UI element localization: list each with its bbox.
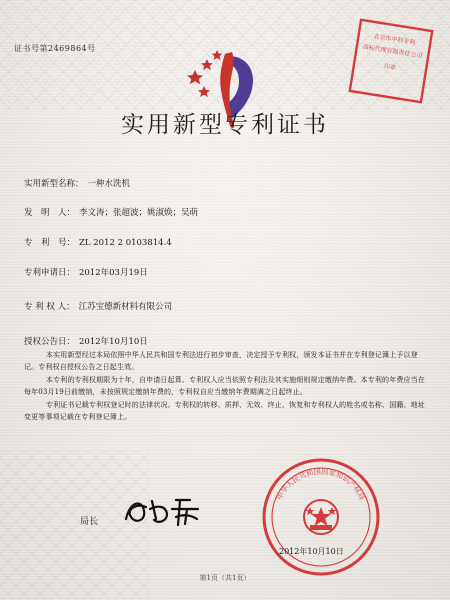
director-label: 局长	[80, 517, 99, 527]
official-seal	[258, 454, 384, 580]
filing-date-label: 专利申请日：	[24, 268, 76, 278]
grant-date-row	[24, 337, 148, 347]
inventors: 李文涛；张超波；姚淑焕；吴萌	[79, 208, 199, 218]
utility-model-name: 一种水洗机	[87, 179, 131, 189]
patent-number-label: 专 利 号：	[24, 238, 76, 248]
svg-text:商标代理有限责任公司: 商标代理有限责任公司	[362, 43, 423, 60]
patent-number: ZL 2012 2 0103814.4	[79, 238, 172, 248]
body-paragraph-2: 本专利的专利权期限为十年，自申请日起算。专利权人应当依照专利法及其实施细则规定缴纳年费。本专利的年费应当在每年03月19日前缴纳，未按照规定缴纳年费的，专利权自应当缴纳年费期满之日起终止。	[24, 376, 425, 396]
patent-owner-label: 专 利 权 人：	[24, 302, 75, 312]
certificate-body	[24, 350, 429, 425]
patent-owner: 江苏宝德新材料有限公司	[78, 302, 173, 312]
svg-text:印章: 印章	[383, 63, 397, 72]
filing-date: 2012年03月19日	[79, 268, 148, 278]
inventors-row	[24, 208, 198, 218]
certificate-number: 证书号第2469864号	[14, 44, 96, 53]
seal-date: 2012年10月10日	[279, 547, 344, 556]
director-signature	[120, 491, 212, 531]
patent-number-row	[24, 238, 172, 248]
body-paragraph-1: 本实用新型经过本局依照中华人民共和国专利法进行初步审查，决定授予专利权，颁发本证书并在专利登记簿上予以登记。专利权自授权公告之日起生效。	[24, 351, 418, 371]
svg-text:北京市中科专利: 北京市中科专利	[373, 33, 416, 47]
grant-date-label: 授权公告日：	[24, 337, 76, 347]
grant-date: 2012年10月10日	[79, 337, 148, 347]
filing-date-row	[24, 268, 148, 278]
utility-model-name-label: 实用新型名称：	[24, 179, 84, 189]
body-paragraph-3: 专利证书记载专利权登记时的法律状况。专利权的转移、质押、无效、终止、恢复和专利权人的姓名或名称、国籍、地址变更等事项记载在专利登记簿上。	[24, 401, 425, 421]
agency-stamp	[345, 15, 437, 107]
utility-model-name-row	[24, 179, 130, 189]
patent-owner-row	[24, 302, 172, 312]
certificate-title: 实用新型专利证书	[121, 112, 329, 138]
page-indicator: 第1页（共1页）	[199, 574, 251, 582]
svg-text:中华人民共和国国家知识产权局: 中华人民共和国国家知识产权局	[274, 466, 368, 502]
inventors-label: 发 明 人：	[24, 208, 76, 218]
